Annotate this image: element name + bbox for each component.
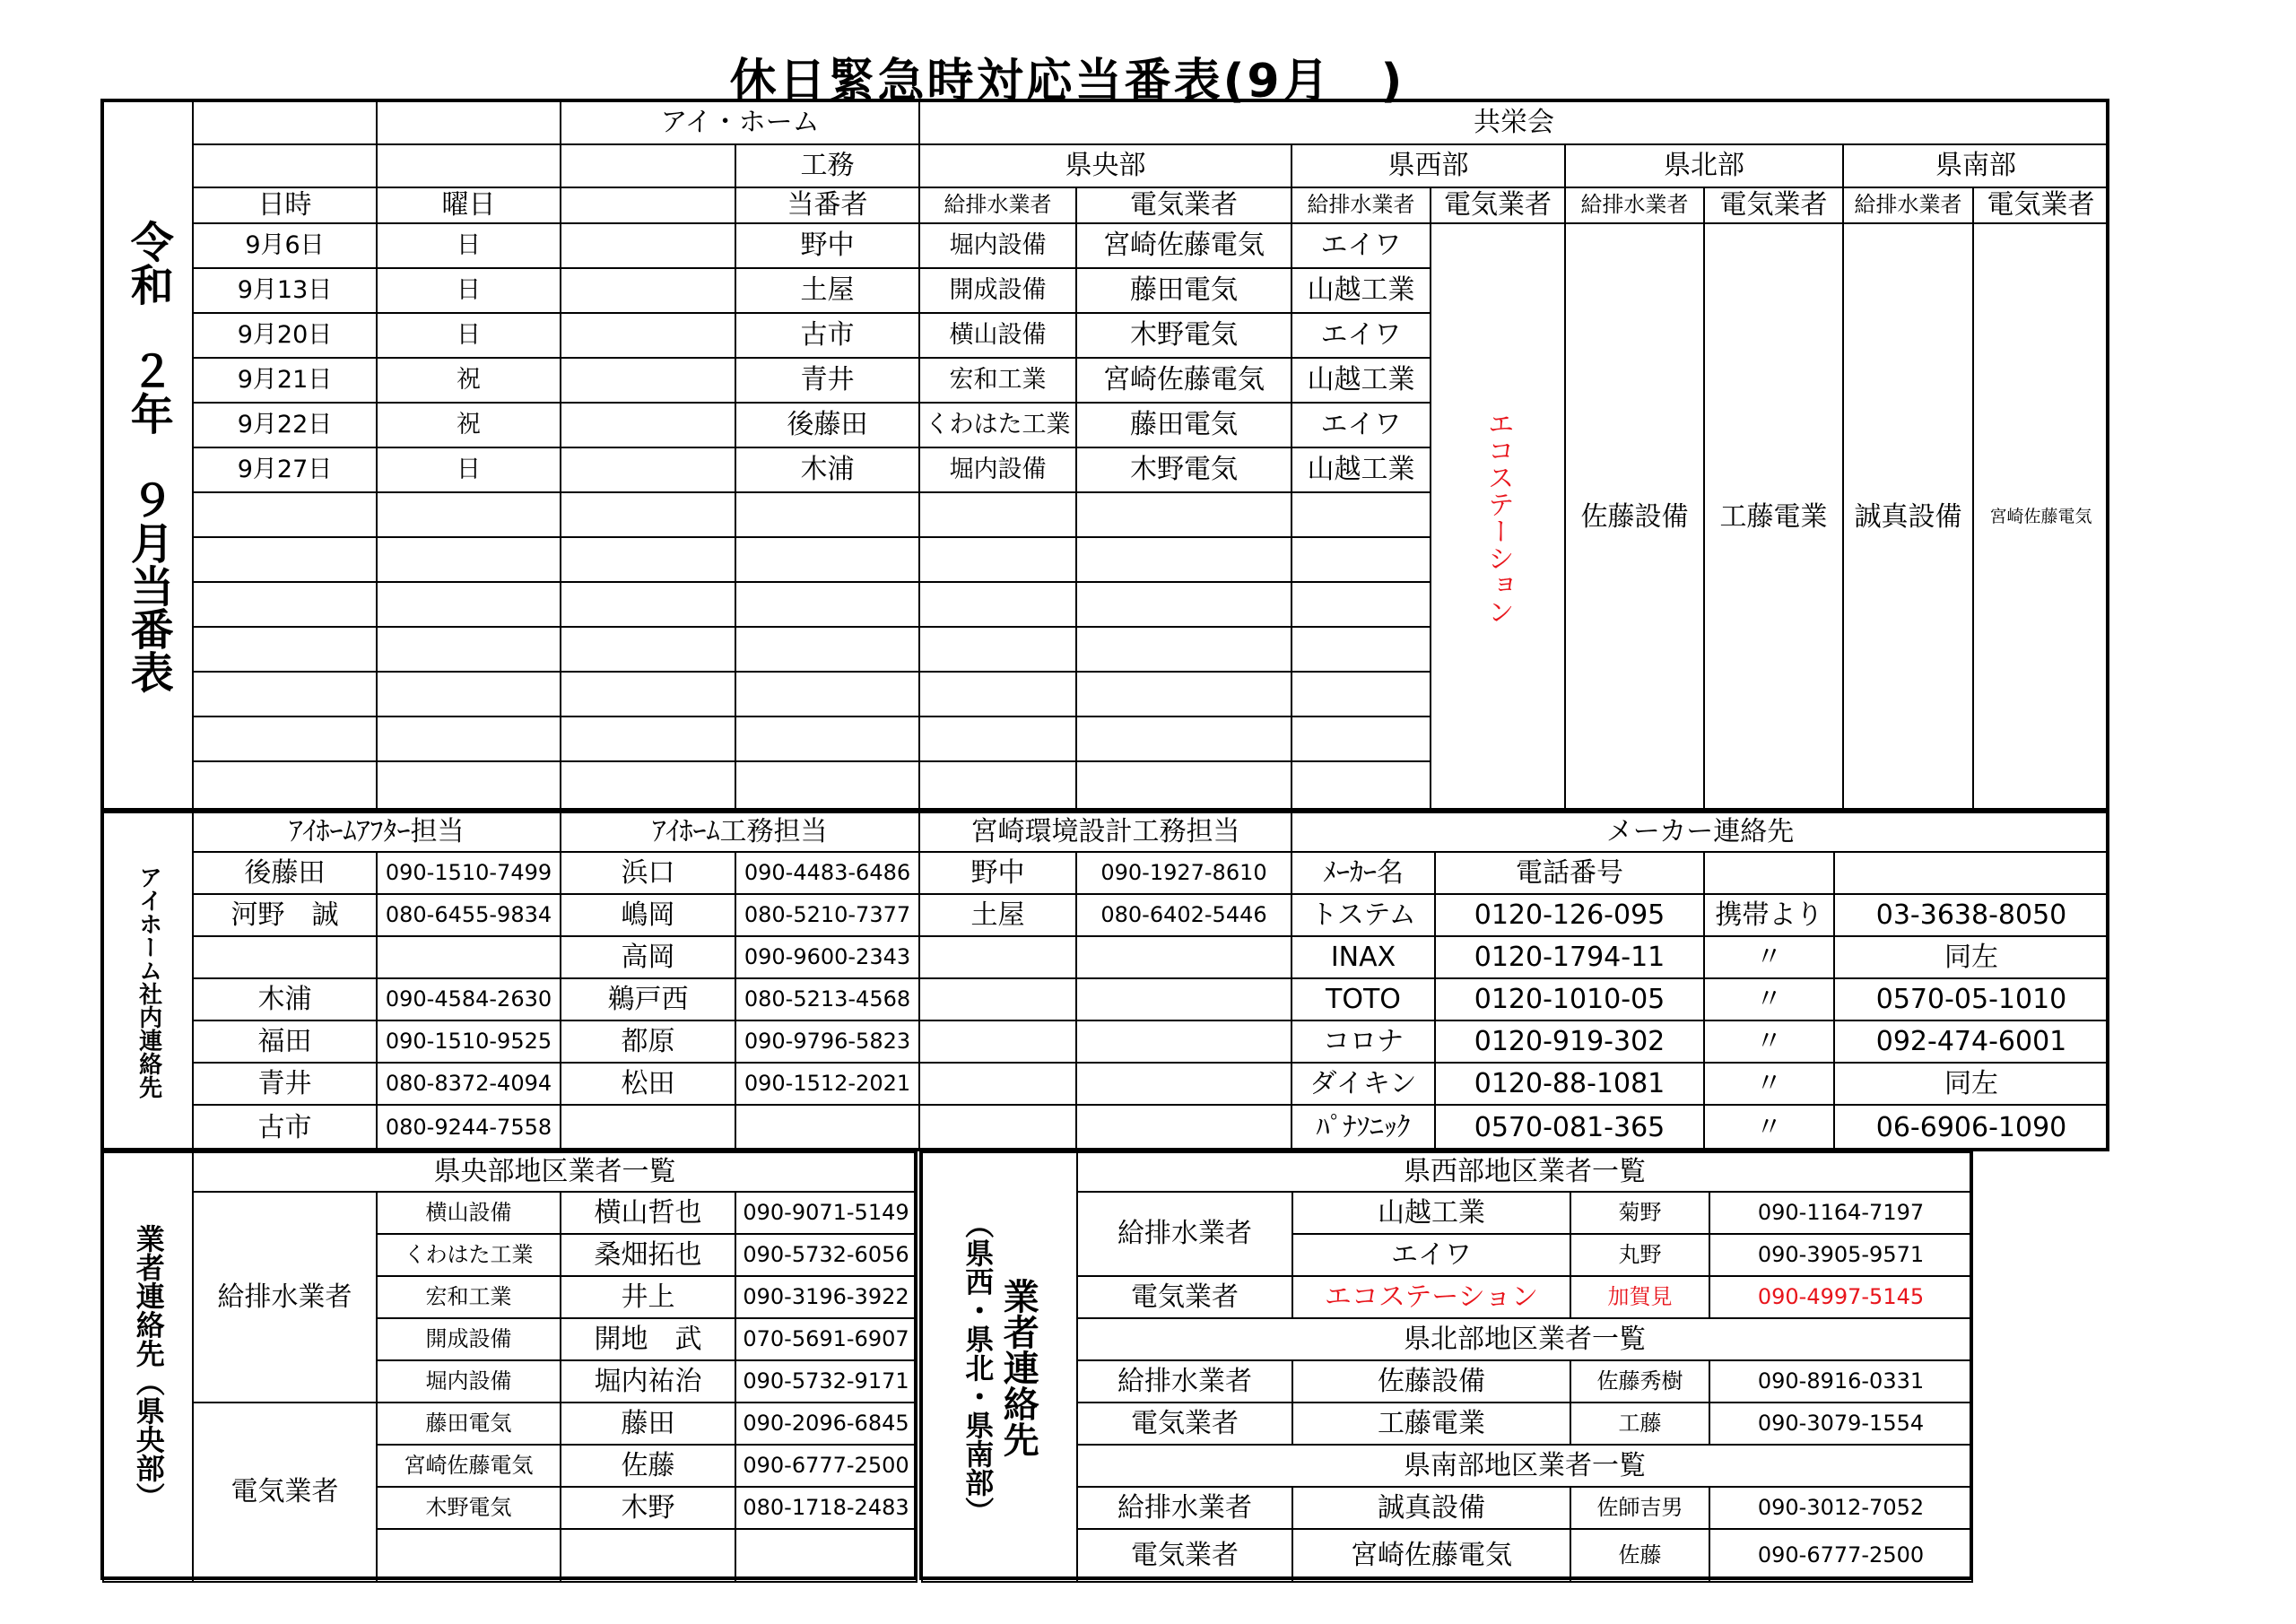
miyazaki-name <box>919 978 1076 1020</box>
regional-row <box>922 1276 1972 1318</box>
phone-cell: 090-6777-2500 <box>735 1445 917 1487</box>
phone-cell: 090-8916-0331 <box>1709 1360 1972 1403</box>
phone-cell: 090-3012-7052 <box>1709 1487 1972 1529</box>
date-cell: 9月22日 <box>193 403 377 447</box>
west-plumbing-label: 給排水業者 <box>1077 1192 1292 1276</box>
central-row <box>103 1403 917 1445</box>
after-name <box>193 936 377 978</box>
col-duty: 当番者 <box>735 187 919 223</box>
central-electric-cell: 木野電気 <box>1076 313 1292 358</box>
regional-row <box>922 1192 1972 1234</box>
maker-phone: 0120-88-1081 <box>1435 1063 1704 1105</box>
miyazaki-name <box>919 1105 1076 1151</box>
maker-note: 携帯より <box>1704 894 1834 936</box>
koumu-phone: 090-1512-2021 <box>735 1063 919 1105</box>
koumu-phone: 090-9796-5823 <box>735 1020 919 1063</box>
west-electric-cell: エコステーション <box>1431 223 1565 811</box>
central-row <box>103 1192 917 1234</box>
group-kyoeikai: 共栄会 <box>919 101 2109 144</box>
maker-header: メーカー連絡先 <box>1292 812 2109 852</box>
miyazaki-phone: 080-6402-5446 <box>1076 894 1292 936</box>
person-cell: 横山哲也 <box>561 1192 735 1234</box>
duty-cell: 土屋 <box>735 268 919 313</box>
maker-note: 〃 <box>1704 978 1834 1020</box>
phone-cell: 080-1718-2483 <box>735 1487 917 1529</box>
south-plumbing-label: 給排水業者 <box>1077 1487 1292 1529</box>
maker-note: 〃 <box>1704 1063 1834 1105</box>
person-cell: 加賀見 <box>1570 1276 1709 1318</box>
regional-row <box>922 1487 1972 1529</box>
north-plumbing-cell: 佐藤設備 <box>1565 223 1704 811</box>
phone-cell: 090-9071-5149 <box>735 1192 917 1234</box>
person-cell: 菊野 <box>1570 1192 1709 1234</box>
north-electric-cell: 工藤電業 <box>1704 223 1843 811</box>
person-cell: 堀内祐治 <box>561 1360 735 1403</box>
phone-cell: 090-6777-2500 <box>1709 1529 1972 1582</box>
duty-cell: 古市 <box>735 313 919 358</box>
miyazaki-header: 宮崎環境設計工務担当 <box>919 812 1292 852</box>
phone-cell: 090-2096-6845 <box>735 1403 917 1445</box>
central-side-label: 業者連絡先（県央部） <box>103 1152 193 1582</box>
miyazaki-name: 土屋 <box>919 894 1076 936</box>
date-cell: 9月21日 <box>193 358 377 403</box>
koumu-name: 浜口 <box>561 852 735 894</box>
contact-row <box>103 1020 2109 1063</box>
koumu-header: ｱｲﾎｰﾑ工務担当 <box>561 812 919 852</box>
maker-alt-phone: 06-6906-1090 <box>1834 1105 2109 1151</box>
koumu-phone: 090-9600-2343 <box>735 936 919 978</box>
contact-row <box>103 978 2109 1020</box>
phone-cell: 090-3079-1554 <box>1709 1403 1972 1445</box>
weekday-cell: 日 <box>377 268 561 313</box>
duty-cell: 後藤田 <box>735 403 919 447</box>
after-name: 青井 <box>193 1063 377 1105</box>
after-header: ｱｲﾎｰﾑｱﾌﾀｰ担当 <box>193 812 561 852</box>
regional-row <box>922 1360 1972 1403</box>
date-cell: 9月27日 <box>193 447 377 492</box>
col-date: 日時 <box>193 187 377 223</box>
date-cell: 9月20日 <box>193 313 377 358</box>
central-electric-label: 電気業者 <box>193 1403 377 1582</box>
page-title: 休日緊急時対応当番表(9月 ) <box>729 55 1405 109</box>
company-cell: 開成設備 <box>377 1318 561 1360</box>
col-central-electric: 電気業者 <box>1076 187 1292 223</box>
company-cell: 横山設備 <box>377 1192 561 1234</box>
west-plumbing-cell: 山越工業 <box>1292 268 1431 313</box>
after-phone: 080-9244-7558 <box>377 1105 561 1151</box>
west-plumbing-cell: 山越工業 <box>1292 447 1431 492</box>
col-weekday: 曜日 <box>377 187 561 223</box>
maker-alt-phone: 092-474-6001 <box>1834 1020 2109 1063</box>
miyazaki-name <box>919 1063 1076 1105</box>
person-cell: 工藤 <box>1570 1403 1709 1445</box>
maker-name: TOTO <box>1292 978 1435 1020</box>
company-cell: 宮崎佐藤電気 <box>377 1445 561 1487</box>
phone-cell: 090-5732-6056 <box>735 1234 917 1276</box>
central-electric-cell: 宮崎佐藤電気 <box>1076 223 1292 268</box>
maker-alt-phone: 0570-05-1010 <box>1834 978 2109 1020</box>
company-cell: 誠真設備 <box>1292 1487 1570 1529</box>
central-plumbing-cell: 堀内設備 <box>919 447 1076 492</box>
north-list-header: 県北部地区業者一覧 <box>1077 1318 1972 1360</box>
maker-col-name: ﾒｰｶｰ名 <box>1292 852 1435 894</box>
miyazaki-name <box>919 1020 1076 1063</box>
duty-cell: 青井 <box>735 358 919 403</box>
contact-row <box>103 1105 2109 1151</box>
company-cell: エイワ <box>1292 1234 1570 1276</box>
north-plumbing-label: 給排水業者 <box>1077 1360 1292 1403</box>
col-north-plumbing: 給排水業者 <box>1565 187 1704 223</box>
central-electric-cell: 藤田電気 <box>1076 403 1292 447</box>
central-electric-cell: 木野電気 <box>1076 447 1292 492</box>
col-south-electric: 電気業者 <box>1973 187 2109 223</box>
region-north: 県北部 <box>1565 144 1843 187</box>
company-cell: 工藤電業 <box>1292 1403 1570 1445</box>
after-phone: 080-8372-4094 <box>377 1063 561 1105</box>
central-list-table <box>102 1151 918 1583</box>
regional-row <box>922 1529 1972 1582</box>
person-cell: 佐藤 <box>561 1445 735 1487</box>
maker-name: ﾊﾟﾅｿﾆｯｸ <box>1292 1105 1435 1151</box>
maker-phone: 0120-1010-05 <box>1435 978 1704 1020</box>
person-cell: 丸野 <box>1570 1234 1709 1276</box>
south-electric-label: 電気業者 <box>1077 1529 1292 1582</box>
north-electric-label: 電気業者 <box>1077 1403 1292 1445</box>
company-cell: くわはた工業 <box>377 1234 561 1276</box>
regional-side-label: （県西・県北・県南部） 業者連絡先 <box>922 1152 1077 1582</box>
weekday-cell: 日 <box>377 223 561 268</box>
central-plumbing-cell: 堀内設備 <box>919 223 1076 268</box>
miyazaki-name: 野中 <box>919 852 1076 894</box>
south-plumbing-cell: 誠真設備 <box>1843 223 1973 811</box>
maker-name: ダイキン <box>1292 1063 1435 1105</box>
maker-name: コロナ <box>1292 1020 1435 1063</box>
contact-row <box>103 936 2109 978</box>
after-phone <box>377 936 561 978</box>
col-south-plumbing: 給排水業者 <box>1843 187 1973 223</box>
koumu-phone: 080-5210-7377 <box>735 894 919 936</box>
phone-cell: 090-3905-9571 <box>1709 1234 1972 1276</box>
person-cell: 井上 <box>561 1276 735 1318</box>
company-cell: 宮崎佐藤電気 <box>1292 1529 1570 1582</box>
contacts-side-label: アイホーム社内連絡先 <box>103 812 193 1151</box>
regional-row <box>922 1403 1972 1445</box>
after-name: 木浦 <box>193 978 377 1020</box>
maker-alt-phone: 同左 <box>1834 936 2109 978</box>
miyazaki-phone <box>1076 1063 1292 1105</box>
maker-name: INAX <box>1292 936 1435 978</box>
region-south: 県南部 <box>1843 144 2109 187</box>
phone-cell: 090-1164-7197 <box>1709 1192 1972 1234</box>
phone-cell: 090-3196-3922 <box>735 1276 917 1318</box>
central-electric-cell: 藤田電気 <box>1076 268 1292 313</box>
contacts-table <box>102 812 2109 1151</box>
region-west: 県西部 <box>1292 144 1565 187</box>
group-aihome: アイ・ホーム <box>561 101 919 144</box>
west-plumbing-cell: エイワ <box>1292 313 1431 358</box>
west-list-header: 県西部地区業者一覧 <box>1077 1152 1972 1192</box>
west-electric-label: 電気業者 <box>1077 1276 1292 1318</box>
after-name: 古市 <box>193 1105 377 1151</box>
company-cell: 宏和工業 <box>377 1276 561 1318</box>
central-list-header: 県央部地区業者一覧 <box>193 1152 917 1192</box>
central-plumbing-cell: くわはた工業 <box>919 403 1076 447</box>
koumu-label: 工務 <box>735 144 919 187</box>
col-central-plumbing: 給排水業者 <box>919 187 1076 223</box>
koumu-phone: 090-4483-6486 <box>735 852 919 894</box>
koumu-name: 高岡 <box>561 936 735 978</box>
date-cell: 9月13日 <box>193 268 377 313</box>
after-name: 福田 <box>193 1020 377 1063</box>
weekday-cell: 祝 <box>377 403 561 447</box>
maker-phone: 0120-919-302 <box>1435 1020 1704 1063</box>
maker-alt-phone: 同左 <box>1834 1063 2109 1105</box>
company-cell: 木野電気 <box>377 1487 561 1529</box>
koumu-name <box>561 1105 735 1151</box>
schedule-row <box>103 223 2109 268</box>
koumu-phone <box>735 1105 919 1151</box>
region-central: 県央部 <box>919 144 1292 187</box>
person-cell: 佐藤秀樹 <box>1570 1360 1709 1403</box>
after-name: 河野 誠 <box>193 894 377 936</box>
koumu-name: 嶋岡 <box>561 894 735 936</box>
person-cell: 開地 武 <box>561 1318 735 1360</box>
company-cell: 堀内設備 <box>377 1360 561 1403</box>
west-plumbing-cell: エイワ <box>1292 223 1431 268</box>
miyazaki-phone <box>1076 1020 1292 1063</box>
koumu-phone: 080-5213-4568 <box>735 978 919 1020</box>
after-phone: 080-6455-9834 <box>377 894 561 936</box>
person-cell: 佐藤 <box>1570 1529 1709 1582</box>
schedule-side-label: 令和 ２年 ９月当番表 <box>103 101 193 811</box>
col-west-plumbing: 給排水業者 <box>1292 187 1431 223</box>
maker-note: 〃 <box>1704 936 1834 978</box>
phone-cell: 090-4997-5145 <box>1709 1276 1972 1318</box>
after-phone: 090-1510-7499 <box>377 852 561 894</box>
maker-col-phone: 電話番号 <box>1435 852 1704 894</box>
central-plumbing-label: 給排水業者 <box>193 1192 377 1403</box>
phone-cell: 090-5732-9171 <box>735 1360 917 1403</box>
phone-cell: 070-5691-6907 <box>735 1318 917 1360</box>
weekday-cell: 日 <box>377 447 561 492</box>
person-cell: 藤田 <box>561 1403 735 1445</box>
west-plumbing-cell: エイワ <box>1292 403 1431 447</box>
person-cell: 木野 <box>561 1487 735 1529</box>
central-plumbing-cell: 宏和工業 <box>919 358 1076 403</box>
contact-row <box>103 852 2109 894</box>
miyazaki-phone <box>1076 978 1292 1020</box>
duty-cell: 野中 <box>735 223 919 268</box>
person-cell: 佐師吉男 <box>1570 1487 1709 1529</box>
schedule-table <box>102 100 2109 812</box>
col-west-electric: 電気業者 <box>1431 187 1565 223</box>
weekday-cell: 祝 <box>377 358 561 403</box>
after-phone: 090-4584-2630 <box>377 978 561 1020</box>
maker-note: 〃 <box>1704 1020 1834 1063</box>
duty-cell: 木浦 <box>735 447 919 492</box>
after-name: 後藤田 <box>193 852 377 894</box>
miyazaki-phone <box>1076 1105 1292 1151</box>
south-electric-cell: 宮崎佐藤電気 <box>1973 223 2109 811</box>
maker-phone: 0120-1794-11 <box>1435 936 1704 978</box>
date-cell: 9月6日 <box>193 223 377 268</box>
south-list-header: 県南部地区業者一覧 <box>1077 1445 1972 1487</box>
central-plumbing-cell: 開成設備 <box>919 268 1076 313</box>
miyazaki-phone: 090-1927-8610 <box>1076 852 1292 894</box>
company-cell: エコステーション <box>1292 1276 1570 1318</box>
company-cell: 藤田電気 <box>377 1403 561 1445</box>
weekday-cell: 日 <box>377 313 561 358</box>
west-plumbing-cell: 山越工業 <box>1292 358 1431 403</box>
regional-list-table <box>921 1151 1973 1583</box>
col-north-electric: 電気業者 <box>1704 187 1843 223</box>
company-cell: 佐藤設備 <box>1292 1360 1570 1403</box>
after-phone: 090-1510-9525 <box>377 1020 561 1063</box>
koumu-name: 鵜戸西 <box>561 978 735 1020</box>
maker-alt-phone: 03-3638-8050 <box>1834 894 2109 936</box>
miyazaki-name <box>919 936 1076 978</box>
central-plumbing-cell: 横山設備 <box>919 313 1076 358</box>
maker-name: トステム <box>1292 894 1435 936</box>
koumu-name: 松田 <box>561 1063 735 1105</box>
contact-row <box>103 1063 2109 1105</box>
maker-phone: 0570-081-365 <box>1435 1105 1704 1151</box>
person-cell: 桑畑拓也 <box>561 1234 735 1276</box>
koumu-name: 都原 <box>561 1020 735 1063</box>
maker-phone: 0120-126-095 <box>1435 894 1704 936</box>
maker-note: 〃 <box>1704 1105 1834 1151</box>
miyazaki-phone <box>1076 936 1292 978</box>
central-electric-cell: 宮崎佐藤電気 <box>1076 358 1292 403</box>
contact-row <box>103 894 2109 936</box>
company-cell: 山越工業 <box>1292 1192 1570 1234</box>
